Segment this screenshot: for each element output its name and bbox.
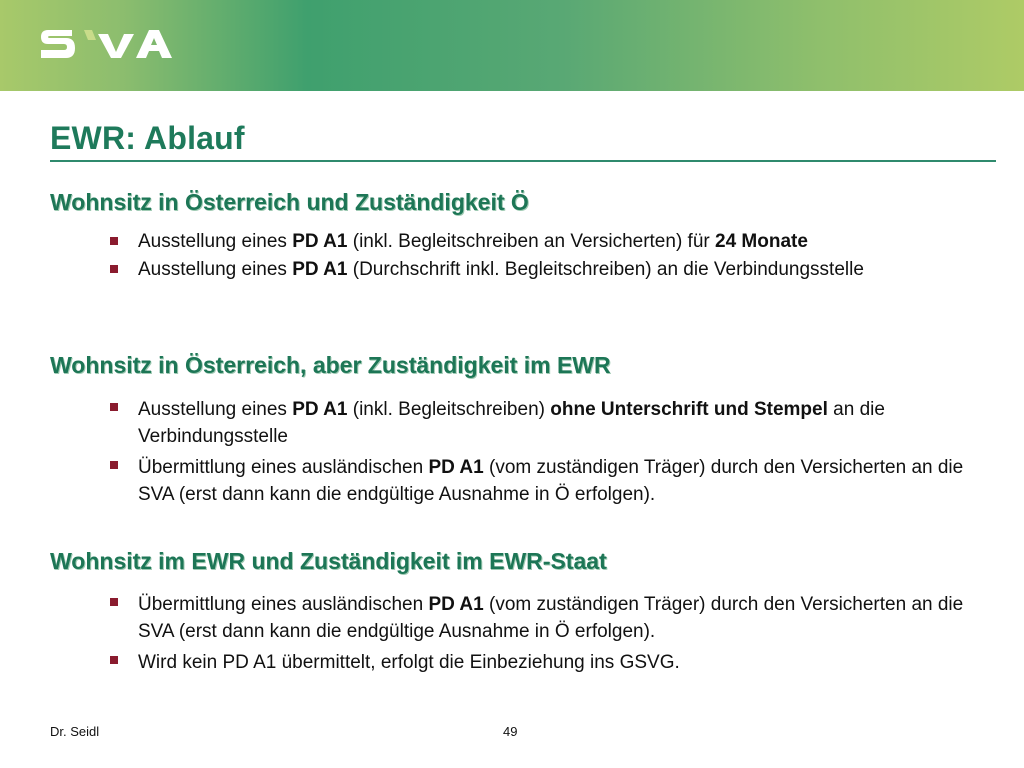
bullet-square-icon bbox=[110, 461, 118, 469]
section-heading-1: Wohnsitz in Österreich und Zuständigkeit Ö bbox=[50, 189, 529, 215]
bullet-square-icon bbox=[110, 237, 118, 245]
list-item: Wird kein PD A1 übermittelt, erfolgt die Einbeziehung ins GSVG. bbox=[108, 649, 988, 676]
bullet-square-icon bbox=[110, 598, 118, 606]
list-item: Übermittlung eines ausländischen PD A1 (vom zuständigen Träger) durch den Versicherten an die SVA (erst dann kann die endgültige Ausnahme in Ö erfolgen). bbox=[108, 454, 988, 508]
bullet-square-icon bbox=[110, 403, 118, 411]
title-divider bbox=[50, 160, 996, 162]
section-heading-2: Wohnsitz in Österreich, aber Zuständigkeit im EWR bbox=[50, 352, 611, 378]
list-item: Übermittlung eines ausländischen PD A1 (vom zuständigen Träger) durch den Versicherten an die SVA (erst dann kann die endgültige Ausnahme in Ö erfolgen). bbox=[108, 591, 988, 645]
list-item: Ausstellung eines PD A1 (inkl. Begleitschreiben an Versicherten) für 24 Monate bbox=[108, 230, 988, 254]
bullet-square-icon bbox=[110, 656, 118, 664]
slide-title: EWR: Ablauf bbox=[50, 120, 245, 156]
page-number: 49 bbox=[503, 724, 518, 739]
section-1-bullets bbox=[108, 230, 988, 282]
footer-author: Dr. Seidl bbox=[50, 724, 100, 739]
sva-logo bbox=[38, 26, 178, 66]
list-item: Ausstellung eines PD A1 (inkl. Begleitschreiben) ohne Unterschrift und Stempel an die Verbindungsstelle bbox=[108, 396, 988, 450]
header-banner bbox=[0, 0, 1024, 91]
section-3-bullets bbox=[108, 591, 988, 676]
list-item: Ausstellung eines PD A1 (Durchschrift inkl. Begleitschreiben) an die Verbindungsstelle bbox=[108, 258, 988, 282]
bullet-square-icon bbox=[110, 265, 118, 273]
section-heading-3: Wohnsitz im EWR und Zuständigkeit im EWR-Staat bbox=[50, 548, 607, 574]
section-2-bullets bbox=[108, 396, 988, 508]
